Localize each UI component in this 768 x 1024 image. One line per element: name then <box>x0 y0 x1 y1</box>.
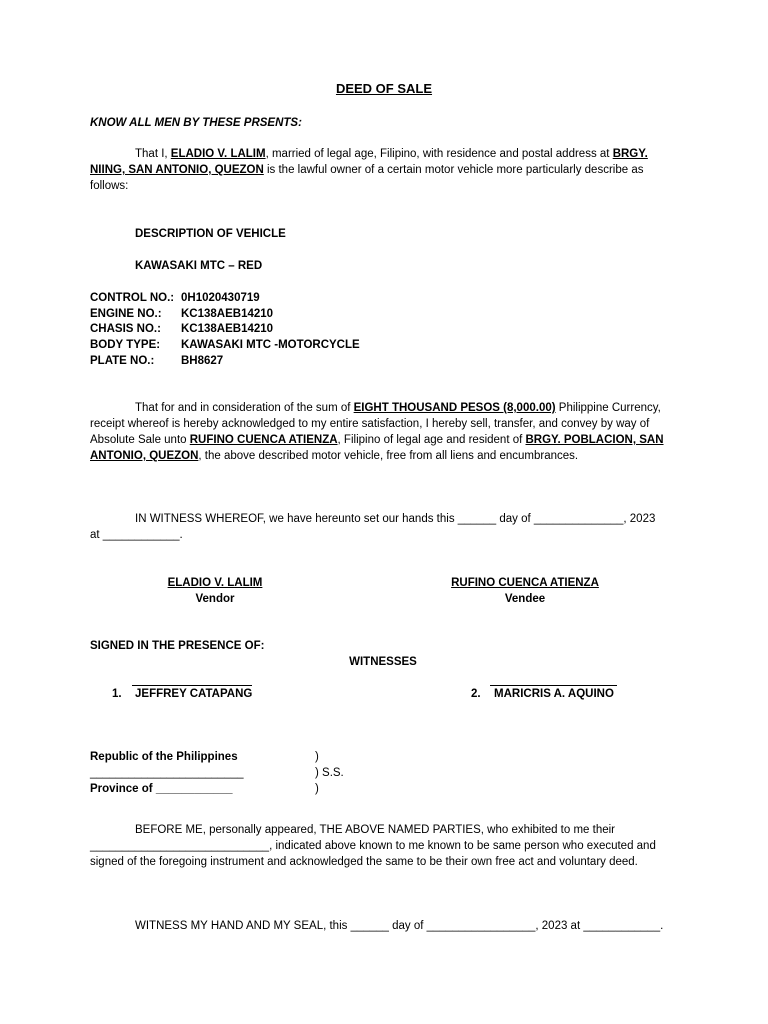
vendor-role: Vendor <box>195 593 235 605</box>
para2-text-3: , Filipino of legal age and resident of <box>337 434 526 446</box>
acknowledgment-paragraph <box>90 822 680 870</box>
ownership-paragraph <box>90 146 680 194</box>
ack-ss: ) S.S. <box>315 767 344 779</box>
ack-blank-line: ________________________ <box>90 767 244 779</box>
vendor-name-inline: ELADIO V. LALIM <box>170 148 266 160</box>
sale-amount: EIGHT THOUSAND PESOS (8,000.00) <box>353 402 556 414</box>
ack-province: Province of ____________ <box>90 783 233 795</box>
para2-text-4: , the above described motor vehicle, free from all liens and encumbrances. <box>198 450 579 462</box>
ack-paren-3: ) <box>315 783 319 795</box>
signed-presence-heading: SIGNED IN THE PRESENCE OF: <box>90 640 265 652</box>
spec-control-no: CONTROL NO.: 0H1020430719 <box>90 292 260 304</box>
vehicle-heading: DESCRIPTION OF VEHICLE <box>135 228 286 240</box>
witness-whereof-place: at ____________. <box>90 529 183 541</box>
para2-text-1: That for and in consideration of the sum of <box>135 402 354 414</box>
vendor-signature-name: ELADIO V. LALIM <box>167 577 263 589</box>
witness1-number: 1. <box>112 688 122 700</box>
sale-paragraph <box>90 400 680 464</box>
witness2-number: 2. <box>471 688 481 700</box>
ack-republic: Republic of the Philippines <box>90 751 238 763</box>
vehicle-name: KAWASAKI MTC – RED <box>135 260 263 272</box>
para1-text-1: That I, <box>135 148 171 160</box>
para1-text-2: , married of legal age, Filipino, with residence and postal address at <box>265 148 613 160</box>
vendee-address: BRGY. POBLACION, SAN ANTONIO, QUEZON <box>90 434 664 462</box>
spec-plate-no: PLATE NO.: BH8627 <box>90 355 224 367</box>
vendee-role: Vendee <box>504 593 546 605</box>
final-witness-line: WITNESS MY HAND AND MY SEAL, this ______ day of _________________, 2023 at ____________. <box>135 920 664 932</box>
vendee-name-inline: RUFINO CUENCA ATIENZA <box>189 434 338 446</box>
para3-text-2: ____________________________, indicated above known to me known to be same person who executed and signed of the foregoing instrument and acknowledged the same to be their own free act and voluntary deed. <box>90 840 656 868</box>
witnesses-heading: WITNESSES <box>349 656 417 668</box>
vendee-signature-name: RUFINO CUENCA ATIENZA <box>451 577 599 589</box>
para2-text-2: Philippine Currency, receipt whereof is hereby acknowledged to my entire satisfaction, I hereby sell, transfer, and convey by way of Absolute Sale unto <box>90 402 661 446</box>
para3-text-1: BEFORE ME, personally appeared, THE ABOVE NAMED PARTIES, who exhibited to me their <box>135 824 616 836</box>
opening-line: KNOW ALL MEN BY THESE PRSENTS: <box>90 117 302 129</box>
spec-chasis-no: CHASIS NO.: KC138AEB14210 <box>90 323 274 335</box>
witness2-name: MARICRIS A. AQUINO <box>494 688 614 700</box>
para1-text-3: is the lawful owner of a certain motor vehicle more particularly describe as follows: <box>90 164 644 192</box>
document-title: DEED OF SALE <box>335 81 433 96</box>
witness1-name: JEFFREY CATAPANG <box>135 688 253 700</box>
spec-body-type: BODY TYPE: KAWASAKI MTC -MOTORCYCLE <box>90 339 360 351</box>
spec-engine-no: ENGINE NO.: KC138AEB14210 <box>90 308 274 320</box>
witness-whereof-line: IN WITNESS WHEREOF, we have hereunto set our hands this ______ day of ______________, 2023 <box>135 513 656 525</box>
vendor-address: BRGY. NIING, SAN ANTONIO, QUEZON <box>90 148 648 176</box>
ack-paren-1: ) <box>315 751 319 763</box>
